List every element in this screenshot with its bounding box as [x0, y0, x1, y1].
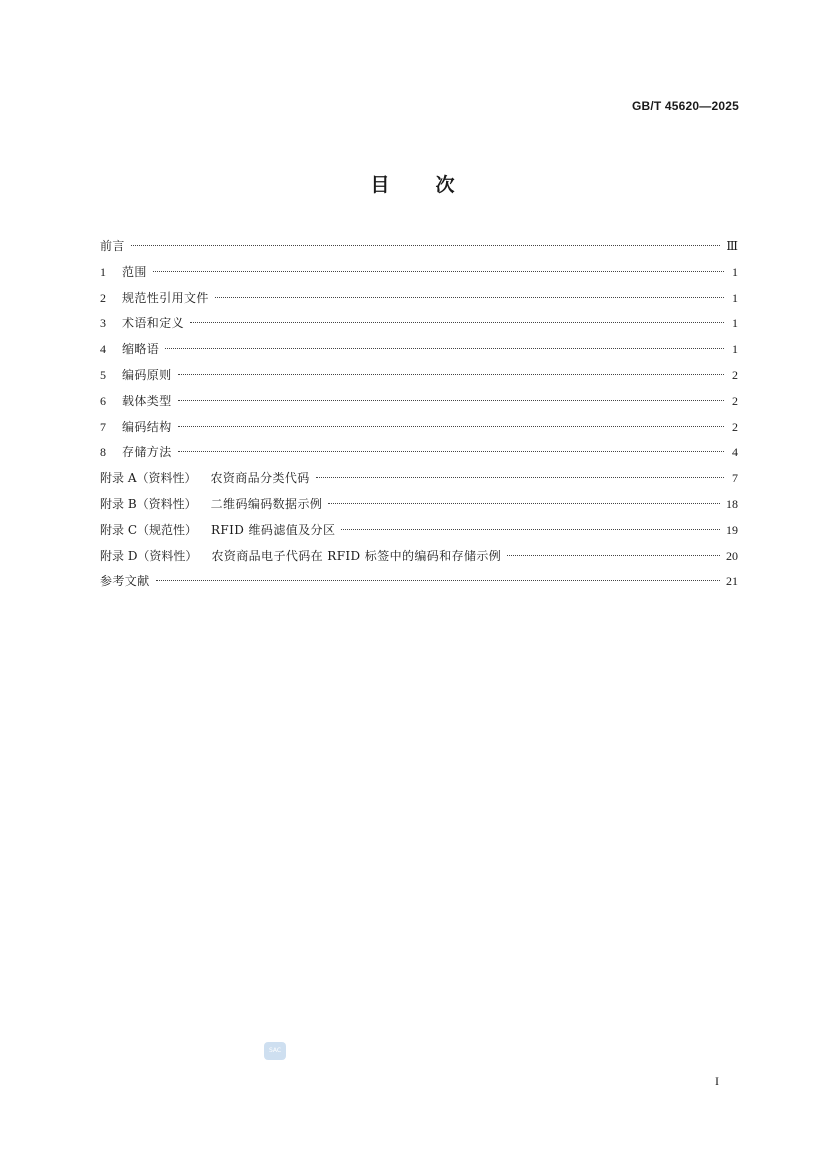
toc-entry-page: 1	[732, 316, 738, 331]
toc-entry-page: 20	[726, 548, 738, 563]
toc-entry-label: 编码原则	[122, 367, 172, 382]
toc-entry-number: 3	[100, 316, 106, 331]
toc-annex-tag: 附录 C（规范性）	[100, 522, 197, 537]
toc-entry-page: 1	[732, 264, 738, 279]
toc-entry-label: 编码结构	[122, 419, 172, 434]
toc-entry-number: 1	[100, 264, 106, 279]
toc-entry-page: 2	[732, 367, 738, 382]
toc-entry-page: 18	[726, 496, 738, 511]
toc-entry-number: 7	[100, 419, 106, 434]
toc-entry-label: RFID 维码滤值及分区	[211, 522, 336, 537]
toc-entry-label: 范围	[122, 264, 147, 279]
toc-dot-leader	[165, 348, 724, 349]
toc-entry-number: 5	[100, 367, 106, 382]
toc-entry-page: 4	[732, 445, 738, 460]
page-title	[0, 170, 827, 197]
toc-entry-annex-c[interactable]	[100, 520, 738, 546]
toc-entry-page: Ⅲ	[726, 239, 738, 253]
toc-entry-page: 21	[726, 574, 738, 589]
toc-entry-label: 规范性引用文件	[122, 290, 209, 305]
toc-entry-number: 2	[100, 290, 106, 305]
toc-dot-leader	[190, 322, 724, 323]
toc-entry-label: 存储方法	[122, 445, 172, 460]
toc-entry-coding-principles[interactable]	[100, 365, 738, 391]
toc-dot-leader	[131, 245, 721, 246]
toc-entry-annex-b[interactable]	[100, 494, 738, 520]
page-title-part1: 目	[370, 174, 392, 196]
page-title-part2: 次	[435, 174, 457, 196]
sac-watermark-logo: SAC	[264, 1042, 286, 1060]
toc-entry-annex-a[interactable]	[100, 468, 738, 494]
toc-entry-page: 2	[732, 393, 738, 408]
toc-dot-leader	[178, 451, 724, 452]
toc-annex-tag: 附录 A（资料性）	[100, 471, 197, 486]
toc-entry-abbreviations[interactable]	[100, 339, 738, 365]
toc-entry-label: 术语和定义	[122, 316, 185, 331]
standard-code: GB/T 45620—2025	[631, 99, 739, 113]
toc-entry-label: 载体类型	[122, 393, 172, 408]
toc-dot-leader	[178, 426, 724, 427]
toc-entry-page: 19	[726, 522, 738, 537]
toc-entry-coding-structure[interactable]	[100, 417, 738, 443]
toc-entry-carrier-types[interactable]	[100, 391, 738, 417]
toc-entry-bibliography[interactable]	[100, 571, 738, 597]
toc-dot-leader	[156, 580, 720, 581]
toc-entry-page: 1	[732, 290, 738, 305]
toc-entry-annex-d[interactable]	[100, 546, 738, 572]
toc-entry-foreword[interactable]	[100, 236, 738, 262]
toc-dot-leader	[178, 374, 724, 375]
toc-entry-scope[interactable]	[100, 262, 738, 288]
toc-entry-number: 6	[100, 393, 106, 408]
toc-entry-label: 前言	[100, 239, 125, 253]
toc-entry-storage-method[interactable]	[100, 442, 738, 468]
page-number: I	[715, 1074, 719, 1088]
toc-entry-terms-definitions[interactable]	[100, 313, 738, 339]
toc-entry-page: 1	[732, 342, 738, 357]
toc-entry-label: 缩略语	[122, 342, 160, 357]
toc-entry-number: 4	[100, 342, 106, 357]
toc-entry-normative-references[interactable]	[100, 288, 738, 314]
toc-dot-leader	[328, 503, 720, 504]
toc-entry-label: 参考文献	[100, 574, 150, 589]
toc-dot-leader	[316, 477, 724, 478]
toc-dot-leader	[215, 297, 724, 298]
toc-entry-page: 7	[732, 471, 738, 486]
toc-dot-leader	[153, 271, 724, 272]
toc-entry-label: 农资商品电子代码在 RFID 标签中的编码和存储示例	[211, 548, 502, 563]
toc-entry-label: 农资商品分类代码	[210, 471, 310, 486]
toc-annex-tag: 附录 D（资料性）	[100, 548, 198, 563]
toc-entry-number: 8	[100, 445, 106, 460]
table-of-contents	[100, 236, 738, 597]
toc-entry-label: 二维码编码数据示例	[210, 496, 323, 511]
toc-dot-leader	[341, 529, 720, 530]
toc-entry-page: 2	[732, 419, 738, 434]
toc-dot-leader	[507, 555, 720, 556]
toc-annex-tag: 附录 B（资料性）	[100, 496, 197, 511]
toc-dot-leader	[178, 400, 724, 401]
